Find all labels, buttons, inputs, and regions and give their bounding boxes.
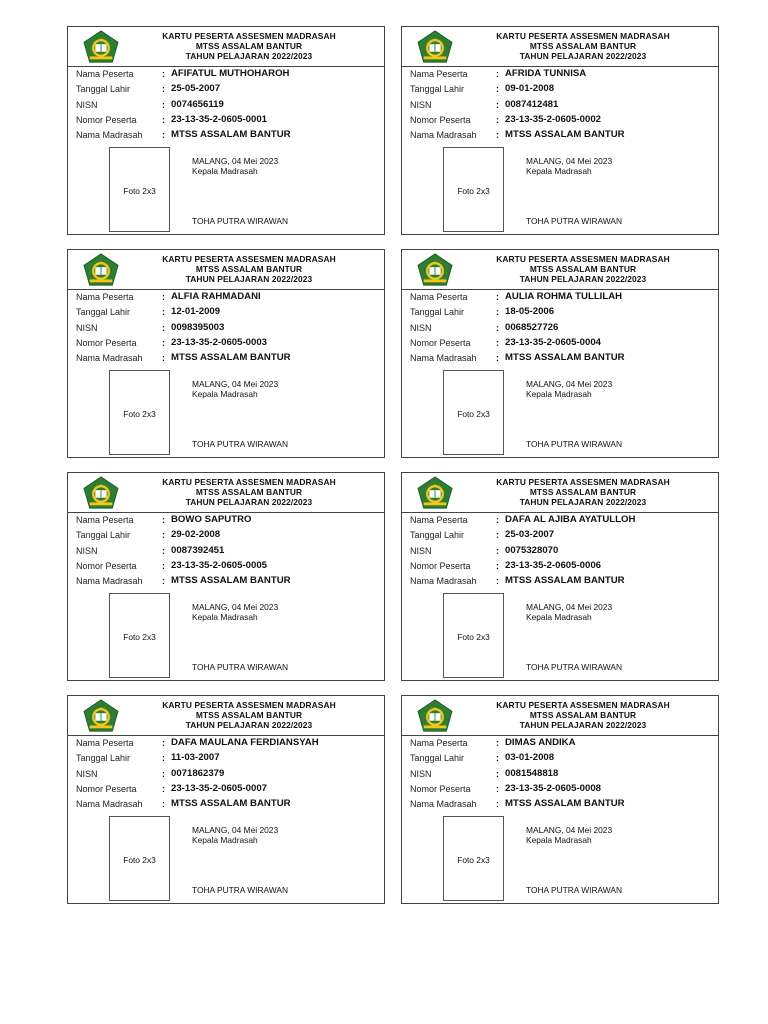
value-tanggal-lahir: 11-03-2007 [171, 752, 220, 764]
card-title-line2: MTSS ASSALAM BANTUR [529, 41, 637, 52]
kemenag-logo-icon [416, 699, 454, 733]
colon: : [496, 768, 499, 779]
value-tanggal-lahir: 25-03-2007 [505, 529, 555, 541]
head-title: Kepala Madrasah [526, 389, 592, 400]
value-nama-peserta: DAFA AL AJIBA AYATULLOH [505, 514, 636, 525]
card-title-line3: TAHUN PELAJARAN 2022/2023 [185, 51, 313, 62]
row-nisn [68, 320, 384, 335]
colon: : [496, 738, 499, 748]
card-title-line2: MTSS ASSALAM BANTUR [529, 487, 637, 498]
value-nama-peserta: BOWO SAPUTRO [171, 514, 252, 525]
colon: : [496, 799, 499, 810]
value-nama-madrasah: MTSS ASSALAM BANTUR [505, 352, 625, 364]
label-tanggal-lahir: Tanggal Lahir [76, 753, 131, 764]
exam-card [401, 472, 719, 681]
row-nomor-peserta [402, 781, 718, 796]
signature-block [192, 156, 278, 177]
row-nomor-peserta [402, 335, 718, 350]
card-header [402, 250, 718, 290]
head-title: Kepala Madrasah [192, 389, 258, 400]
card-header [68, 250, 384, 290]
label-nomor-peserta: Nomor Peserta [76, 783, 137, 794]
colon: : [496, 783, 499, 794]
row-tanggal-lahir [402, 750, 718, 765]
place-date: MALANG, 04 Mei 2023 [192, 602, 279, 612]
card-title [128, 700, 370, 731]
colon: : [162, 130, 165, 141]
colon: : [496, 99, 499, 110]
card-title-line3: TAHUN PELAJARAN 2022/2023 [519, 51, 647, 62]
colon: : [496, 322, 499, 333]
value-nomor-peserta: 23-13-35-2-0605-0006 [505, 559, 602, 571]
value-nama-peserta: AULIA ROHMA TULLILAH [505, 291, 623, 302]
colon: : [496, 545, 499, 556]
colon: : [496, 114, 499, 125]
exam-card [401, 249, 719, 458]
exam-card [67, 695, 385, 904]
card-title-line3: TAHUN PELAJARAN 2022/2023 [185, 274, 313, 285]
row-nama-peserta [402, 735, 718, 750]
label-nisn: NISN [76, 545, 98, 556]
exam-card [67, 26, 385, 235]
card-header [68, 696, 384, 736]
colon: : [162, 114, 165, 125]
colon: : [162, 530, 165, 541]
row-nisn [402, 543, 718, 558]
photo-placeholder [109, 370, 170, 455]
row-nama-madrasah [402, 127, 718, 142]
row-nisn [402, 320, 718, 335]
photo-label: Foto 2x3 [457, 632, 490, 642]
value-nisn: 0087392451 [171, 544, 225, 556]
card-title [462, 31, 704, 62]
colon: : [162, 783, 165, 794]
row-tanggal-lahir [68, 304, 384, 319]
head-name: TOHA PUTRA WIRAWAN [192, 439, 289, 449]
row-nama-peserta [402, 289, 718, 304]
label-nomor-peserta: Nomor Peserta [410, 783, 471, 794]
value-nama-peserta: AFRIDA TUNNISA [505, 68, 587, 79]
card-title-line1: KARTU PESERTA ASSESMEN MADRASAH [496, 31, 670, 41]
colon: : [162, 337, 165, 348]
participant-details [68, 66, 384, 142]
value-nisn: 0075328070 [505, 544, 559, 556]
label-nama-peserta: Nama Peserta [76, 69, 134, 79]
place-date: MALANG, 04 Mei 2023 [526, 825, 613, 835]
value-nisn: 0081548818 [505, 767, 559, 779]
row-nama-madrasah [68, 350, 384, 365]
label-nisn: NISN [76, 768, 98, 779]
row-nomor-peserta [68, 335, 384, 350]
photo-label: Foto 2x3 [457, 855, 490, 865]
colon: : [162, 768, 165, 779]
exam-card [401, 695, 719, 904]
row-nama-peserta [68, 735, 384, 750]
row-nama-madrasah [68, 127, 384, 142]
label-nomor-peserta: Nomor Peserta [410, 337, 471, 348]
value-tanggal-lahir: 25-05-2007 [171, 83, 221, 95]
label-nama-madrasah: Nama Madrasah [410, 130, 477, 141]
head-name: TOHA PUTRA WIRAWAN [526, 216, 623, 226]
row-nisn [402, 766, 718, 781]
head-title: Kepala Madrasah [526, 835, 592, 846]
label-nama-peserta: Nama Peserta [410, 69, 468, 79]
label-tanggal-lahir: Tanggal Lahir [410, 307, 465, 318]
label-nomor-peserta: Nomor Peserta [76, 337, 137, 348]
head-title: Kepala Madrasah [526, 166, 592, 177]
value-tanggal-lahir: 29-02-2008 [171, 529, 221, 541]
label-nama-madrasah: Nama Madrasah [410, 353, 477, 364]
place-date: MALANG, 04 Mei 2023 [192, 825, 279, 835]
label-nama-peserta: Nama Peserta [410, 738, 468, 748]
photo-label: Foto 2x3 [457, 186, 490, 196]
photo-placeholder [109, 593, 170, 678]
row-nisn [68, 543, 384, 558]
value-nomor-peserta: 23-13-35-2-0605-0007 [171, 782, 268, 794]
label-tanggal-lahir: Tanggal Lahir [76, 307, 131, 318]
colon: : [496, 515, 499, 525]
exam-card [67, 472, 385, 681]
row-tanggal-lahir [402, 304, 718, 319]
value-nama-madrasah: MTSS ASSALAM BANTUR [171, 352, 291, 364]
value-nama-peserta: ALFIA RAHMADANI [171, 291, 261, 302]
value-nomor-peserta: 23-13-35-2-0605-0004 [505, 336, 602, 348]
value-nama-madrasah: MTSS ASSALAM BANTUR [505, 798, 625, 810]
row-nomor-peserta [68, 781, 384, 796]
card-title [462, 477, 704, 508]
kemenag-logo-icon [416, 253, 454, 287]
label-tanggal-lahir: Tanggal Lahir [410, 530, 465, 541]
colon: : [162, 753, 165, 764]
row-tanggal-lahir [402, 527, 718, 542]
label-nomor-peserta: Nomor Peserta [76, 114, 137, 125]
value-nama-madrasah: MTSS ASSALAM BANTUR [171, 129, 291, 141]
label-nisn: NISN [410, 322, 432, 333]
colon: : [496, 130, 499, 141]
card-title-line2: MTSS ASSALAM BANTUR [529, 264, 637, 275]
card-title [128, 254, 370, 285]
label-nama-madrasah: Nama Madrasah [410, 576, 477, 587]
label-nama-peserta: Nama Peserta [410, 515, 468, 525]
value-tanggal-lahir: 09-01-2008 [505, 83, 555, 95]
card-title-line2: MTSS ASSALAM BANTUR [195, 487, 303, 498]
row-nisn [402, 97, 718, 112]
card-title-line1: KARTU PESERTA ASSESMEN MADRASAH [496, 700, 670, 710]
colon: : [162, 307, 165, 318]
card-title-line2: MTSS ASSALAM BANTUR [195, 41, 303, 52]
colon: : [496, 307, 499, 318]
card-title-line3: TAHUN PELAJARAN 2022/2023 [519, 274, 647, 285]
photo-placeholder [109, 816, 170, 901]
row-nama-madrasah [402, 350, 718, 365]
colon: : [162, 69, 165, 79]
row-nama-madrasah [402, 796, 718, 811]
row-tanggal-lahir [68, 81, 384, 96]
card-title [128, 31, 370, 62]
row-nama-peserta [402, 512, 718, 527]
card-title [462, 700, 704, 731]
value-nomor-peserta: 23-13-35-2-0605-0003 [171, 336, 268, 348]
row-nama-madrasah [68, 573, 384, 588]
label-nama-peserta: Nama Peserta [76, 292, 134, 302]
head-title: Kepala Madrasah [192, 612, 258, 623]
kemenag-logo-icon [82, 476, 120, 510]
colon: : [496, 337, 499, 348]
colon: : [162, 545, 165, 556]
label-nama-madrasah: Nama Madrasah [410, 799, 477, 810]
row-nisn [68, 766, 384, 781]
signature-block [526, 825, 612, 846]
participant-details [68, 289, 384, 365]
kemenag-logo-icon [416, 476, 454, 510]
kemenag-logo-icon [82, 699, 120, 733]
label-nama-peserta: Nama Peserta [76, 738, 134, 748]
exam-card [401, 26, 719, 235]
colon: : [162, 576, 165, 587]
colon: : [162, 738, 165, 748]
participant-details [402, 735, 718, 811]
signature-block [526, 156, 612, 177]
label-nomor-peserta: Nomor Peserta [410, 560, 471, 571]
value-nisn: 0068527726 [505, 321, 559, 333]
card-title-line3: TAHUN PELAJARAN 2022/2023 [519, 497, 647, 508]
signature-block [192, 825, 278, 846]
head-name: TOHA PUTRA WIRAWAN [192, 216, 289, 226]
head-title: Kepala Madrasah [192, 835, 258, 846]
row-tanggal-lahir [402, 81, 718, 96]
colon: : [162, 99, 165, 110]
value-tanggal-lahir: 18-05-2006 [505, 306, 555, 318]
value-nomor-peserta: 23-13-35-2-0605-0005 [171, 559, 268, 571]
card-title-line2: MTSS ASSALAM BANTUR [529, 710, 637, 721]
place-date: MALANG, 04 Mei 2023 [192, 156, 279, 166]
label-nama-madrasah: Nama Madrasah [76, 576, 143, 587]
row-nama-madrasah [402, 573, 718, 588]
exam-card [67, 249, 385, 458]
card-title-line3: TAHUN PELAJARAN 2022/2023 [185, 497, 313, 508]
colon: : [496, 69, 499, 79]
card-title-line1: KARTU PESERTA ASSESMEN MADRASAH [162, 477, 336, 487]
kemenag-logo-icon [416, 30, 454, 64]
signature-block [526, 379, 612, 400]
colon: : [496, 84, 499, 95]
photo-placeholder [443, 147, 504, 232]
row-tanggal-lahir [68, 750, 384, 765]
card-title-line1: KARTU PESERTA ASSESMEN MADRASAH [496, 477, 670, 487]
participant-details [402, 289, 718, 365]
row-nama-madrasah [68, 796, 384, 811]
label-nama-peserta: Nama Peserta [76, 515, 134, 525]
card-header [402, 473, 718, 513]
row-nama-peserta [68, 512, 384, 527]
row-tanggal-lahir [68, 527, 384, 542]
participant-details [402, 66, 718, 142]
colon: : [162, 322, 165, 333]
value-nama-madrasah: MTSS ASSALAM BANTUR [171, 575, 291, 587]
place-date: MALANG, 04 Mei 2023 [526, 156, 613, 166]
signature-block [192, 379, 278, 400]
value-nama-madrasah: MTSS ASSALAM BANTUR [171, 798, 291, 810]
place-date: MALANG, 04 Mei 2023 [526, 602, 613, 612]
card-title-line1: KARTU PESERTA ASSESMEN MADRASAH [496, 254, 670, 264]
head-name: TOHA PUTRA WIRAWAN [192, 885, 289, 895]
head-name: TOHA PUTRA WIRAWAN [526, 439, 623, 449]
row-nama-peserta [68, 66, 384, 81]
label-nisn: NISN [410, 768, 432, 779]
head-name: TOHA PUTRA WIRAWAN [526, 662, 623, 672]
colon: : [496, 560, 499, 571]
label-tanggal-lahir: Tanggal Lahir [76, 84, 131, 95]
colon: : [162, 292, 165, 302]
kemenag-logo-icon [82, 30, 120, 64]
colon: : [496, 576, 499, 587]
colon: : [162, 353, 165, 364]
photo-label: Foto 2x3 [123, 409, 156, 419]
row-nisn [68, 97, 384, 112]
row-nomor-peserta [402, 558, 718, 573]
row-nama-peserta [402, 66, 718, 81]
kemenag-logo-icon [82, 253, 120, 287]
value-nisn: 0087412481 [505, 98, 559, 110]
colon: : [496, 530, 499, 541]
colon: : [496, 292, 499, 302]
value-nama-peserta: AFIFATUL MUTHOHAROH [171, 68, 290, 79]
card-header [68, 27, 384, 67]
card-header [68, 473, 384, 513]
colon: : [162, 560, 165, 571]
card-header [402, 696, 718, 736]
colon: : [162, 515, 165, 525]
signature-block [526, 602, 612, 623]
label-nama-madrasah: Nama Madrasah [76, 799, 143, 810]
row-nomor-peserta [402, 112, 718, 127]
card-title-line1: KARTU PESERTA ASSESMEN MADRASAH [162, 31, 336, 41]
photo-placeholder [109, 147, 170, 232]
photo-placeholder [443, 816, 504, 901]
card-title-line2: MTSS ASSALAM BANTUR [195, 710, 303, 721]
label-nisn: NISN [410, 99, 432, 110]
card-title-line1: KARTU PESERTA ASSESMEN MADRASAH [162, 254, 336, 264]
photo-placeholder [443, 370, 504, 455]
card-title [128, 477, 370, 508]
card-title [462, 254, 704, 285]
card-header [402, 27, 718, 67]
value-nisn: 0098395003 [171, 321, 225, 333]
participant-details [68, 735, 384, 811]
label-nama-peserta: Nama Peserta [410, 292, 468, 302]
label-nama-madrasah: Nama Madrasah [76, 130, 143, 141]
label-nama-madrasah: Nama Madrasah [76, 353, 143, 364]
value-nama-madrasah: MTSS ASSALAM BANTUR [505, 575, 625, 587]
head-title: Kepala Madrasah [192, 166, 258, 177]
card-title-line2: MTSS ASSALAM BANTUR [195, 264, 303, 275]
label-nisn: NISN [410, 545, 432, 556]
photo-label: Foto 2x3 [123, 632, 156, 642]
colon: : [496, 353, 499, 364]
label-tanggal-lahir: Tanggal Lahir [410, 753, 465, 764]
photo-label: Foto 2x3 [123, 855, 156, 865]
colon: : [162, 799, 165, 810]
row-nomor-peserta [68, 558, 384, 573]
value-nomor-peserta: 23-13-35-2-0605-0001 [171, 113, 268, 125]
head-name: TOHA PUTRA WIRAWAN [192, 662, 289, 672]
photo-label: Foto 2x3 [123, 186, 156, 196]
row-nama-peserta [68, 289, 384, 304]
participant-details [68, 512, 384, 588]
place-date: MALANG, 04 Mei 2023 [526, 379, 613, 389]
colon: : [496, 753, 499, 764]
row-nomor-peserta [68, 112, 384, 127]
participant-details [402, 512, 718, 588]
value-nomor-peserta: 23-13-35-2-0605-0002 [505, 113, 602, 125]
value-nama-madrasah: MTSS ASSALAM BANTUR [505, 129, 625, 141]
photo-placeholder [443, 593, 504, 678]
card-title-line1: KARTU PESERTA ASSESMEN MADRASAH [162, 700, 336, 710]
label-tanggal-lahir: Tanggal Lahir [410, 84, 465, 95]
label-nisn: NISN [76, 99, 98, 110]
label-nomor-peserta: Nomor Peserta [76, 560, 137, 571]
photo-label: Foto 2x3 [457, 409, 490, 419]
card-title-line3: TAHUN PELAJARAN 2022/2023 [185, 720, 313, 731]
signature-block [192, 602, 278, 623]
place-date: MALANG, 04 Mei 2023 [192, 379, 279, 389]
value-nisn: 0071862379 [171, 767, 225, 779]
head-name: TOHA PUTRA WIRAWAN [526, 885, 623, 895]
label-nisn: NISN [76, 322, 98, 333]
value-nomor-peserta: 23-13-35-2-0605-0008 [505, 782, 602, 794]
label-nomor-peserta: Nomor Peserta [410, 114, 471, 125]
head-title: Kepala Madrasah [526, 612, 592, 623]
value-nama-peserta: DAFA MAULANA FERDIANSYAH [171, 737, 319, 748]
colon: : [162, 84, 165, 95]
card-title-line3: TAHUN PELAJARAN 2022/2023 [519, 720, 647, 731]
value-tanggal-lahir: 03-01-2008 [505, 752, 555, 764]
value-nama-peserta: DIMAS ANDIKA [505, 737, 576, 748]
value-nisn: 0074656119 [171, 98, 224, 110]
label-tanggal-lahir: Tanggal Lahir [76, 530, 131, 541]
value-tanggal-lahir: 12-01-2009 [171, 306, 221, 318]
